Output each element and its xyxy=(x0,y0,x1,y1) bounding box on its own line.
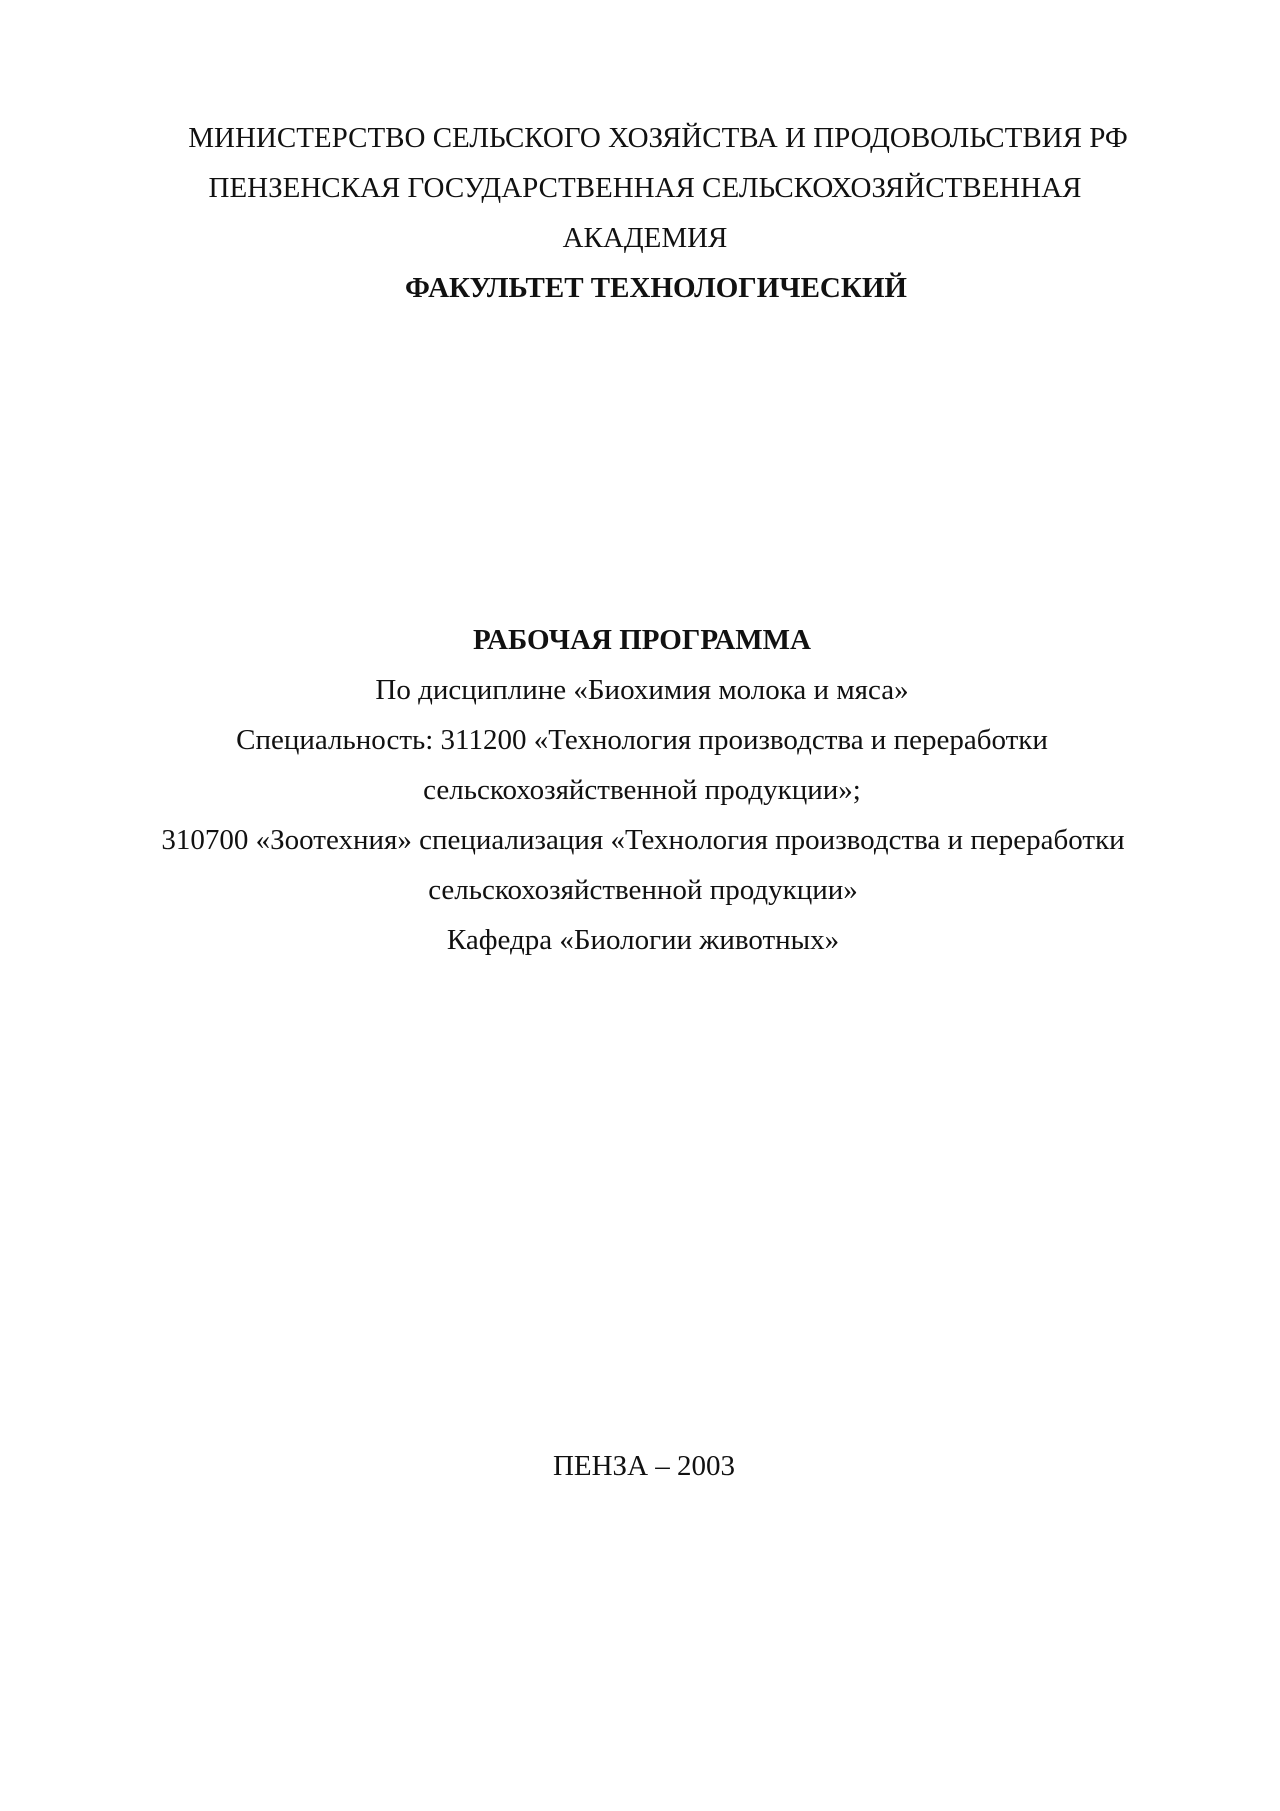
academy-heading-line-1: ПЕНЗЕНСКАЯ ГОСУДАРСТВЕННАЯ СЕЛЬСКОХОЗЯЙСТВЕННАЯ xyxy=(208,172,1082,204)
department-line: Кафедра «Биологии животных» xyxy=(446,924,840,956)
ministry-heading: МИНИСТЕРСТВО СЕЛЬСКОГО ХОЗЯЙСТВА И ПРОДОВОЛЬСТВИЯ РФ xyxy=(188,122,1128,154)
document-type-title: РАБОЧАЯ ПРОГРАММА xyxy=(473,624,811,656)
discipline-line: По дисциплине «Биохимия молока и мяса» xyxy=(375,674,909,706)
academy-heading-line-2: АКАДЕМИЯ xyxy=(562,222,728,254)
specialty-line-2: сельскохозяйственной продукции»; xyxy=(423,774,861,806)
city-year-footer: ПЕНЗА – 2003 xyxy=(552,1450,736,1482)
specialty-line-1: Специальность: 311200 «Технология производства и переработки xyxy=(236,724,1048,756)
specialization-line-1: 310700 «Зоотехния» специализация «Технология производства и переработки xyxy=(161,824,1125,856)
faculty-heading: ФАКУЛЬТЕТ ТЕХНОЛОГИЧЕСКИЙ xyxy=(405,272,907,304)
specialization-line-2: сельскохозяйственной продукции» xyxy=(428,874,858,906)
